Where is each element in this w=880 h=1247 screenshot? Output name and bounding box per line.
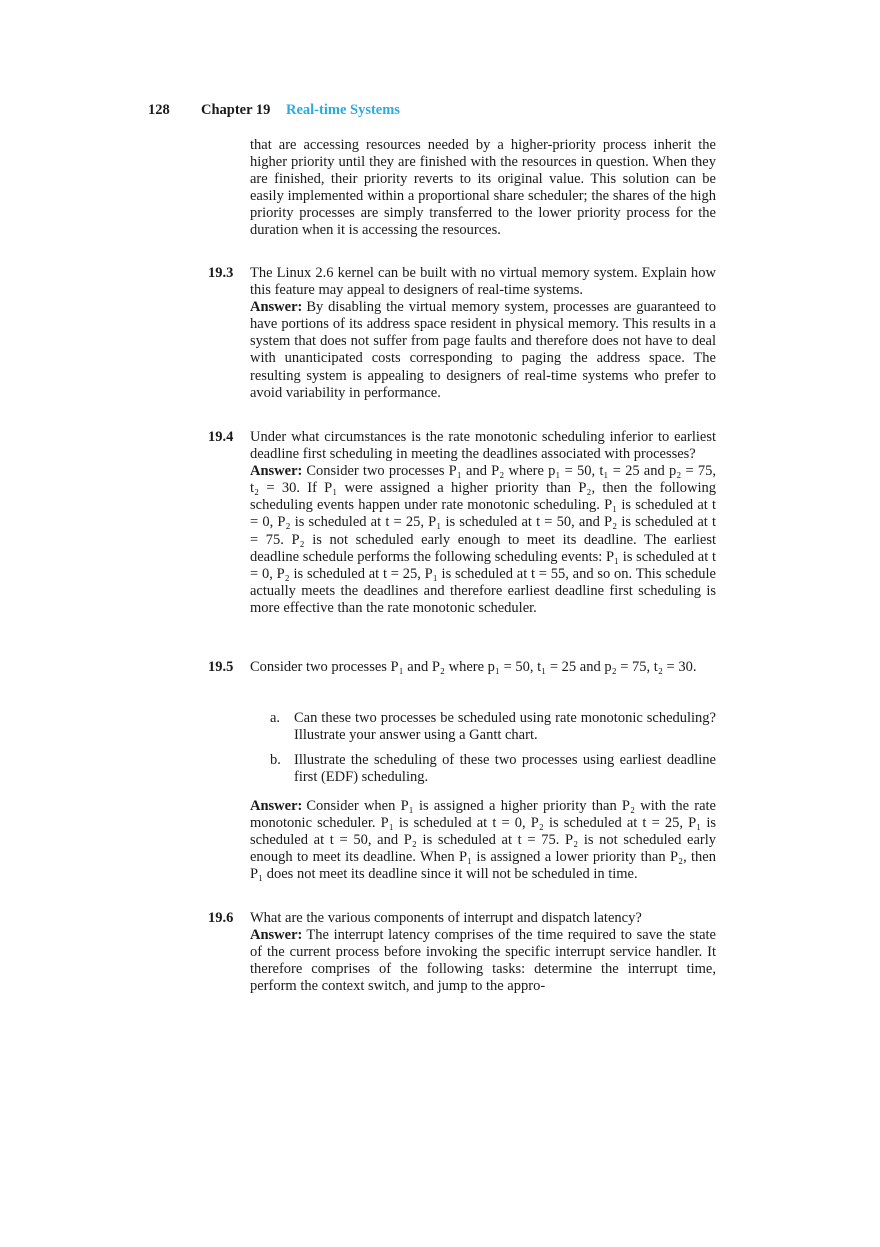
question-19-6-text: What are the various components of interrupt and dispatch latency?	[250, 910, 642, 926]
answer-19-5	[250, 798, 716, 883]
part-a-text: Can these two processes be scheduled using rate monotonic scheduling? Illustrate your answer using a Gantt chart.	[294, 710, 716, 744]
question-19-4-number: 19.4	[208, 429, 234, 445]
answer-19-5-text: Consider when P₁ is assigned a higher priority than P₂ with the rate monotonic scheduler. P₁ is scheduled at t = 0, P₂ is scheduled at t = 25, P₁ is scheduled at t = 50, and P₂ is scheduled at t = 75. P₂ is not scheduled early enough to meet its deadline. When P₁ is assigned a lower priority than P₂, then P₁ does not meet its deadline since it will not be scheduled in time.	[250, 798, 716, 883]
part-b-label: b.	[270, 752, 281, 768]
part-a-label: a.	[270, 710, 281, 726]
question-19-6-number: 19.6	[208, 910, 234, 926]
answer-19-6	[250, 927, 716, 995]
answer-19-4	[250, 463, 716, 617]
answer-19-6-text: The interrupt latency comprises of the time required to save the state of the current process before invoking the specific interrupt service handler. It therefore comprises of the following tasks: determine the interrupt time, perform the context switch, and jump to the appro-	[250, 927, 716, 995]
answer-label: Answer:	[250, 463, 303, 480]
answer-19-4-text: Consider two processes P₁ and P₂ where p₁ = 50, t₁ = 25 and p₂ = 75, t₂ = 30. If P₁ were assigned a higher priority than P₂, then the following scheduling events happen under rate monotonic scheduling. P₁ is scheduled at t = 0, P₂ is scheduled at t = 25, P₁ is scheduled at t = 50, and P₂ is scheduled at t = 75. P₂ is not scheduled early enough to meet its deadline. The earliest deadline schedule performs the following scheduling events: P₁ is scheduled at t = 0, P₂ is scheduled at t = 25, P₁ is scheduled at t = 55, and so on. This schedule actually meets the deadlines and therefore earliest deadline first scheduling is more effective than the rate monotonic scheduler.	[250, 463, 716, 616]
answer-label: Answer:	[250, 927, 303, 944]
question-19-3-text: The Linux 2.6 kernel can be built with no virtual memory system. Explain how this feature may appeal to designers of real-time systems.	[250, 265, 716, 299]
answer-19-3-text: By disabling the virtual memory system, processes are guaranteed to have portions of its address space resident in physical memory. This results in a system that does not suffer from page faults and therefore does not have to deal with unanticipated costs corresponding to paging the address space. The resulting system is appealing to designers of real-time systems who prefer to avoid variability in performance.	[250, 299, 716, 401]
question-19-3	[250, 265, 716, 402]
question-19-6	[250, 910, 716, 995]
question-19-4-text: Under what circumstances is the rate monotonic scheduling inferior to earliest deadline first scheduling in meeting the deadlines associated with processes?	[250, 429, 716, 463]
answer-19-3	[250, 299, 716, 402]
question-19-4	[250, 429, 716, 617]
answer-label: Answer:	[250, 798, 303, 814]
question-19-5-number: 19.5	[208, 659, 234, 675]
intro-paragraph: that are accessing resources needed by a higher-priority process inherit the higher priority until they are finished with the resources in question. When they are finished, their priority reverts to its original value. This solution can be easily implemented within a proportional share scheduler; the shares of the high priority processes are simply transferred to the lower priority process for the duration when it is accessing the resources.	[250, 137, 716, 239]
question-19-3-number: 19.3	[208, 265, 234, 281]
question-19-5-text: Consider two processes P₁ and P₂ where p₁ = 50, t₁ = 25 and p₂ = 75, t₂ = 30.	[250, 659, 697, 675]
chapter-title: Real-time Systems	[286, 102, 400, 118]
answer-label: Answer:	[250, 299, 303, 316]
chapter-label: Chapter 19	[201, 102, 271, 118]
part-b-text: Illustrate the scheduling of these two processes using earliest deadline first (EDF) scheduling.	[294, 752, 716, 786]
page-number: 128	[148, 102, 170, 118]
